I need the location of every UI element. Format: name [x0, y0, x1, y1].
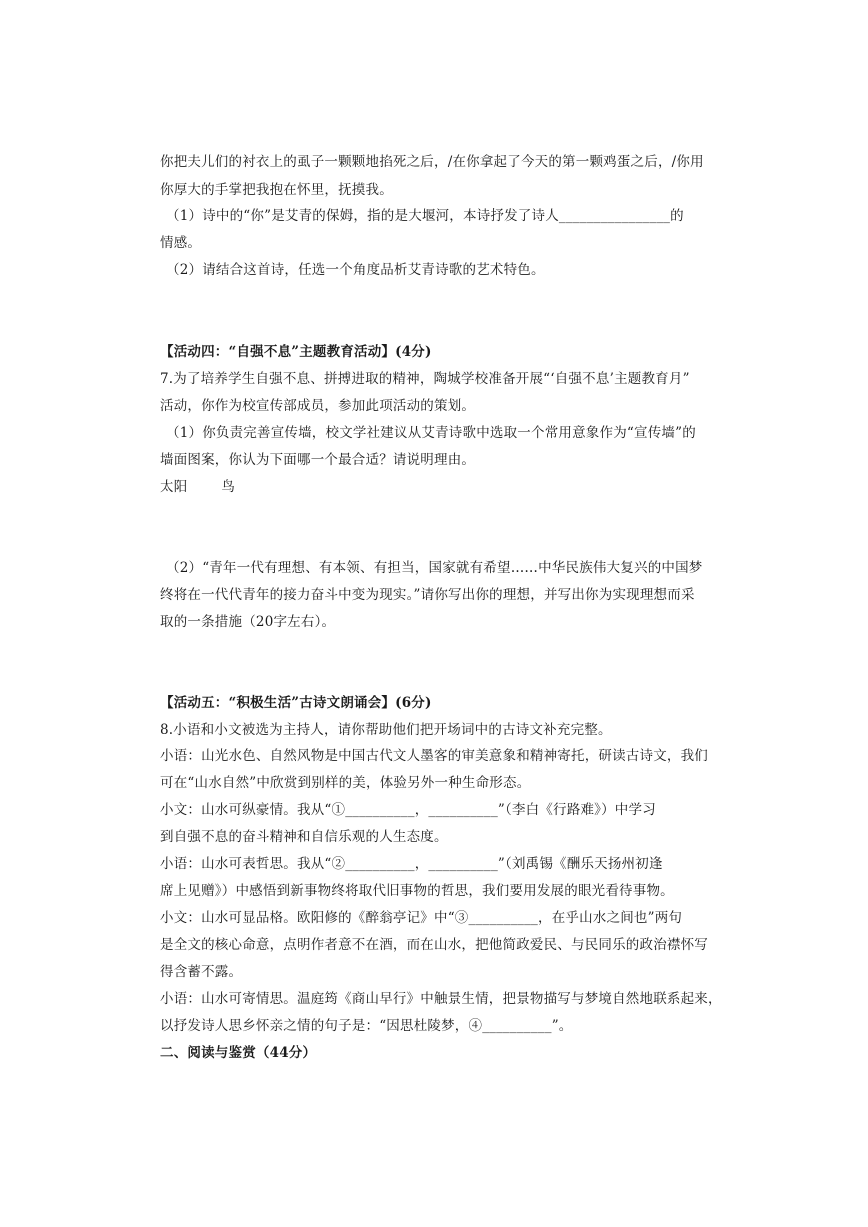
q8-line-1: 8.小语和小文被选为主持人，请你帮助他们把开场词中的古诗文补充完整。: [160, 722, 612, 738]
poem-line-1: 你把夫儿们的衬衣上的虱子一颗颗地掐死之后，/在你拿起了今天的第一颗鸡蛋之后，/你用: [160, 154, 704, 170]
q8-line-9: 是全文的核心命意，点明作者意不在酒，而在山水，把他简政爱民、与民同乐的政治襟怀写: [160, 937, 708, 953]
q8-line-11: 小语：山水可寄情思。温庭筠《商山早行》中触景生情，把景物描写与梦境自然地联系起来，: [160, 991, 722, 1007]
q8-line-5: 到自强不息的奋斗精神和自信乐观的人生态度。: [160, 829, 448, 845]
q6-sub1-line-2: 情感。: [160, 235, 202, 251]
q7-line-2: 活动，你作为校宣传部成员，参加此项活动的策划。: [160, 398, 476, 414]
q7-line-1: 7.为了培养学生自强不息、拼搏进取的精神，陶城学校准备开展“‘自强不息’主题教育月”: [160, 371, 690, 387]
q7-sub2-line-3: 取的一条措施（20字左右）。: [160, 614, 336, 630]
q7-sub2-line-2: 终将在一代代青年的接力奋斗中变为现实。”请你写出你的理想，并写出你为实现理想而采: [160, 587, 695, 603]
q8-line-4: 小文：山水可纵豪情。我从“①__________，__________”（李白《行路难》）中学习: [160, 802, 656, 818]
q8-line-8: 小文：山水可显品格。欧阳修的《醉翁亭记》中“③__________，在乎山水之间也”两句: [160, 910, 683, 926]
q8-line-6: 小语：山水可表哲思。我从“②__________，__________”（刘禹锡《酬乐天扬州初逢: [160, 856, 663, 872]
q8-line-7: 席上见赠》）中感悟到新事物终将取代旧事物的哲思，我们要用发展的眼光看待事物。: [160, 883, 674, 899]
q8-line-10: 得含蓄不露。: [160, 964, 243, 980]
q7-sub1-line-2: 墙面图案，你认为下面哪一个最合适？请说明理由。: [160, 452, 476, 468]
q7-options: [160, 477, 269, 497]
activity5-heading: 【活动五：“积极生活”古诗文朗诵会】(6分): [160, 695, 432, 711]
poem-line-2: 你厚大的手掌把我抱在怀里，抚摸我。: [160, 182, 393, 198]
q6-sub2: （2）请结合这首诗，任选一个角度品析艾青诗歌的艺术特色。: [166, 262, 545, 278]
section2-heading: 二、阅读与鉴赏（44分）: [160, 1045, 317, 1061]
q7-sub1-line-1: （1）你负责完善宣传墙，校文学社建议从艾青诗歌中选取一个常用意象作为“宣传墙”的: [166, 425, 696, 441]
option-bird: 鸟: [221, 479, 236, 495]
activity4-heading: 【活动四：“自强不息”主题教育活动】(4分): [160, 344, 432, 360]
q8-line-3: 可在“山水自然”中欣赏到别样的美，体验另外一种生命形态。: [160, 775, 531, 791]
q6-sub1-line-1: （1）诗中的“你”是艾青的保姆，指的是大堰河，本诗抒发了诗人________________的: [166, 208, 684, 224]
q8-line-12: 以抒发诗人思乡怀亲之情的句子是：“因思杜陵梦，④__________”。: [160, 1018, 573, 1034]
option-sun: 太阳: [160, 479, 188, 495]
q8-line-2: 小语：山光水色、自然风物是中国古代文人墨客的审美意象和精神寄托，研读古诗文，我们: [160, 748, 708, 764]
q7-sub2-line-1: （2）“青年一代有理想、有本领、有担当，国家就有希望……中华民族伟大复兴的中国梦: [166, 560, 703, 576]
